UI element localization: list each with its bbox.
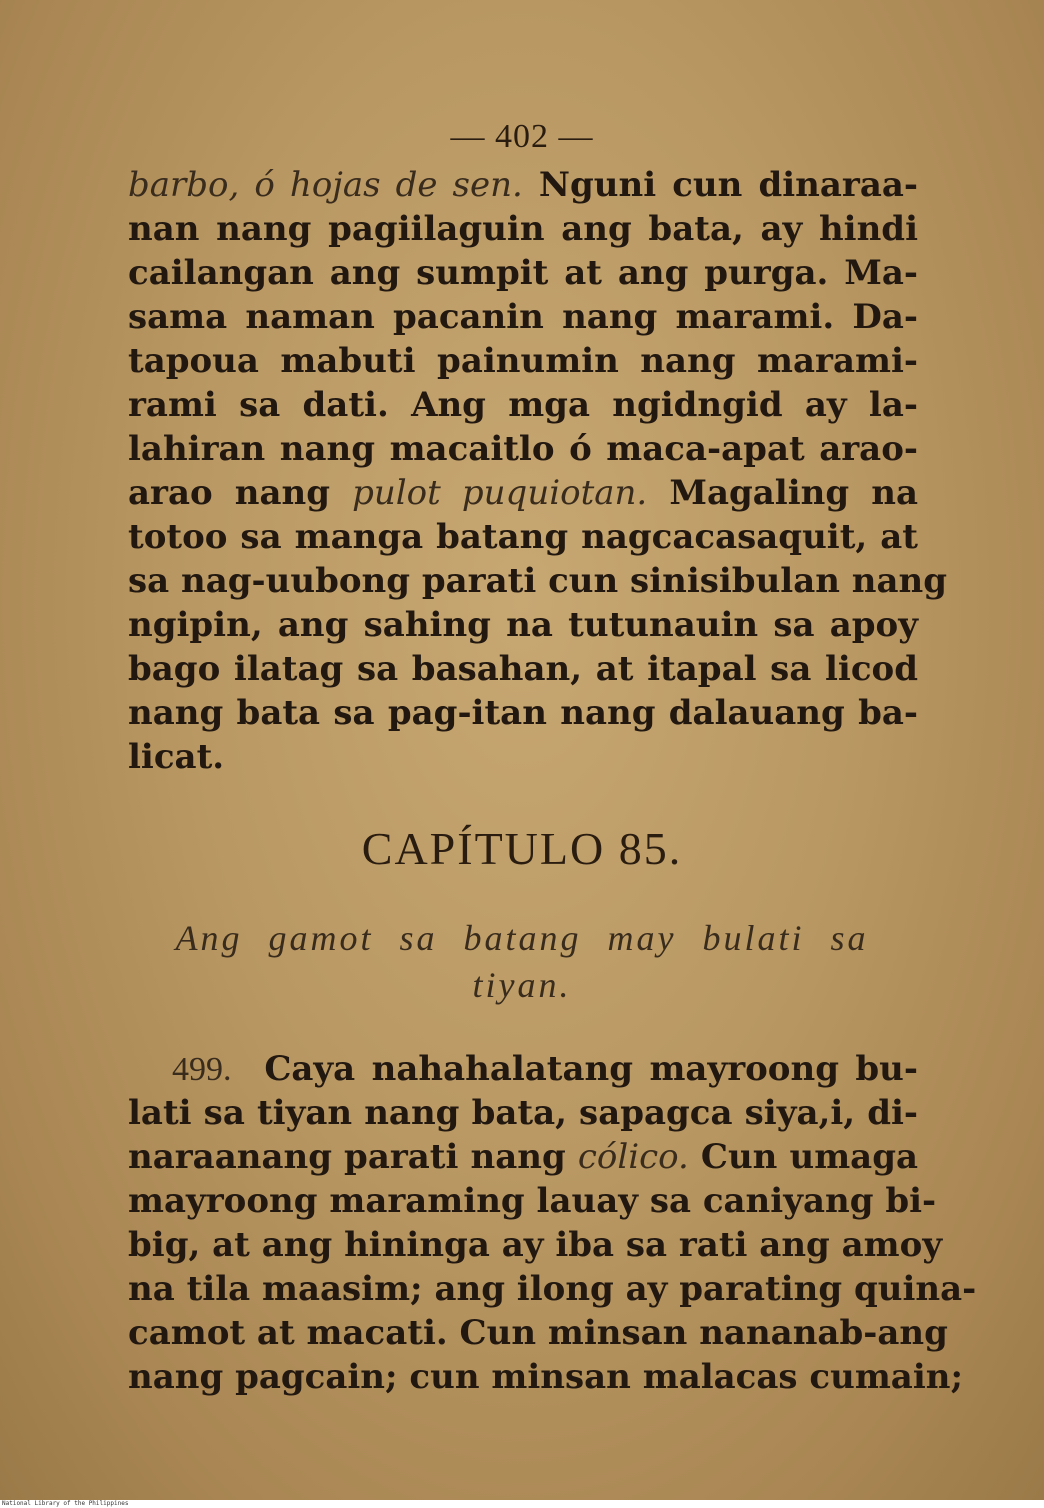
text-line: lati sa tiyan nang bata, sapagca siya,i, di-: [128, 1093, 918, 1133]
italic-phrase: pulot puquiotan.: [352, 473, 648, 513]
text-line: 499. Caya nahahalatang mayroong bu-: [172, 1049, 918, 1089]
text-line: ngipin, ang sahing na tutunauin sa apoy: [128, 605, 918, 645]
text-line: naraanang parati nang cólico. Cun umaga: [128, 1137, 919, 1177]
chapter-subtitle-line: Ang gamot sa batang may bulati sa: [175, 918, 869, 958]
footer-credit: National Library of the Philippines: [2, 1500, 129, 1507]
text-line: big, at ang hininga ay iba sa rati ang amoy: [128, 1225, 943, 1265]
text-line: nan nang pagiilaguin ang bata, ay hindi: [128, 209, 918, 249]
chapter-subtitle-line: tiyan.: [472, 965, 572, 1005]
text-line: mayroong maraming lauay sa caniyang bi-: [128, 1181, 937, 1221]
text-line: sama naman pacanin nang marami. Da-: [128, 297, 918, 337]
text-line: bago ilatag sa basahan, at itapal sa licod: [128, 649, 918, 689]
text-line: tapoua mabuti painumin nang marami-: [128, 341, 918, 381]
text-line: totoo sa manga batang nagcacasaquit, at: [128, 517, 918, 557]
italic-phrase: cólico.: [577, 1137, 689, 1177]
text-line: barbo, ó hojas de sen. Nguni cun dinaraa-: [128, 165, 918, 205]
text-line: licat.: [128, 737, 225, 777]
text-line: sa nag-uubong parati cun sinisibulan nang: [128, 561, 948, 601]
footer-strip: [0, 1500, 1044, 1508]
chapter-subtitle: [170, 915, 874, 1009]
page-number: — 402 —: [450, 118, 594, 155]
chapter-heading: CAPÍTULO 85.: [361, 823, 683, 874]
text-line: rami sa dati. Ang mga ngidngid ay la-: [128, 385, 918, 425]
italic-phrase: barbo, ó hojas de sen.: [128, 165, 523, 205]
text-line: arao nang pulot puquiotan. Magaling na: [128, 473, 918, 513]
text-line: lahiran nang macaitlo ó maca-apat arao-: [128, 429, 918, 469]
paragraph-number: 499.: [172, 1051, 232, 1088]
text-line: cailangan ang sumpit at ang purga. Ma-: [128, 253, 918, 293]
text-line: nang pagcain; cun minsan malacas cumain;: [128, 1357, 964, 1397]
text-line: na tila maasim; ang ilong ay parating quina-: [128, 1269, 977, 1309]
paragraph-499: [128, 1047, 977, 1399]
text-line: camot at macati. Cun minsan nananab-ang: [128, 1313, 948, 1353]
text-line: nang bata sa pag-itan nang dalauang ba-: [128, 693, 918, 733]
paragraph-continued: [128, 163, 948, 779]
